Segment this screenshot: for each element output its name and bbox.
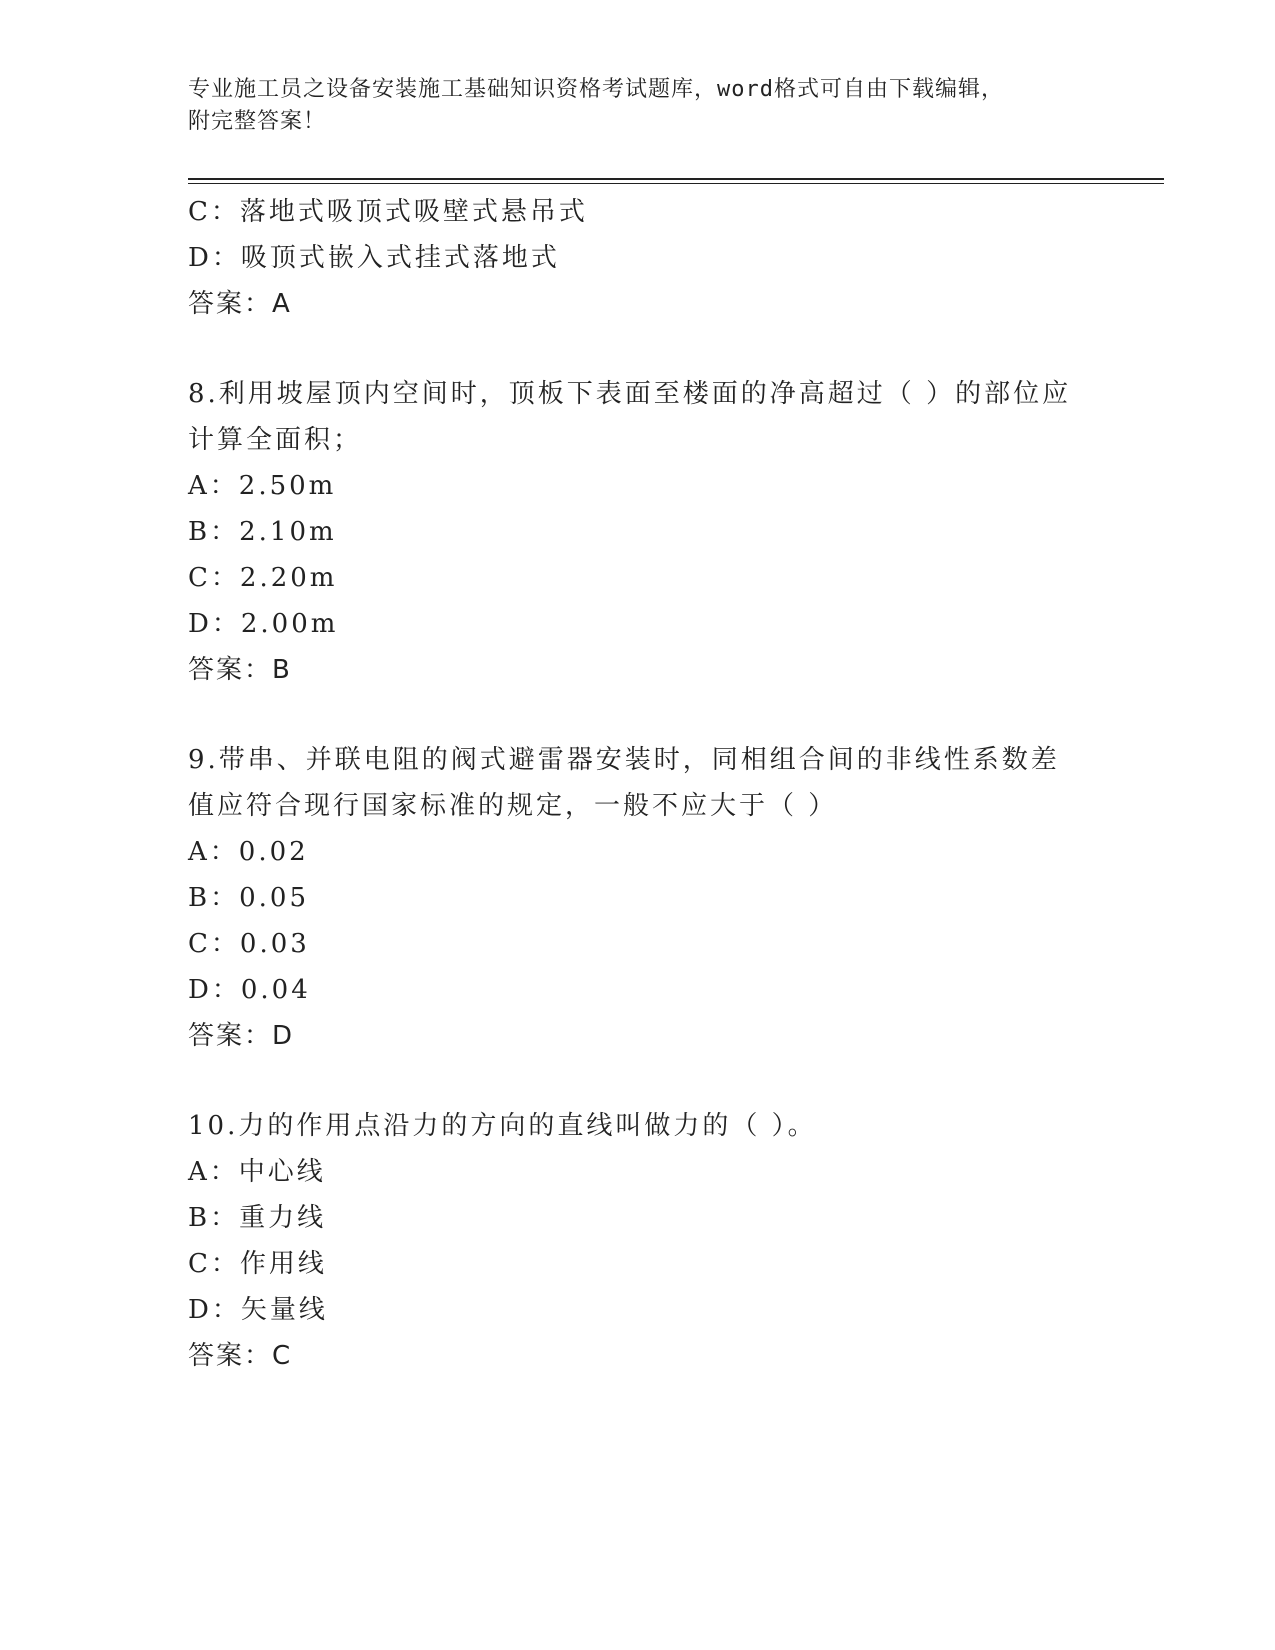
option-d [188, 1287, 1088, 1333]
question-block-prev [188, 189, 1088, 327]
option-label: D： [188, 1295, 241, 1325]
question-block-10 [188, 1103, 1088, 1379]
question-text-line-1: 9.带串、并联电阻的阀式避雷器安装时，同相组合间的非线性系数差 [188, 745, 1060, 775]
option-b [188, 509, 1088, 555]
question-text-line-1: 8.利用坡屋顶内空间时，顶板下表面至楼面的净高超过（ ）的部位应 [188, 379, 1072, 409]
option-text: 中心线 [238, 1157, 326, 1187]
option-c [188, 189, 1088, 235]
option-text: 0.04 [240, 975, 311, 1005]
question-text-line-2: 值应符合现行国家标准的规定，一般不应大于（ ） [188, 791, 838, 821]
option-text: 吸顶式嵌入式挂式落地式 [240, 243, 560, 273]
option-text: 2.50m [238, 471, 337, 501]
question-text-line-1: 10.力的作用点沿力的方向的直线叫做力的（ ）。 [188, 1111, 817, 1141]
option-label: A： [188, 837, 239, 867]
option-d [188, 967, 1088, 1013]
option-label: D： [188, 975, 241, 1005]
option-label: D： [188, 243, 241, 273]
option-text: 2.10m [239, 517, 337, 547]
option-a [188, 463, 1088, 509]
option-a [188, 829, 1088, 875]
option-label: D： [188, 609, 241, 639]
option-text: 0.03 [239, 929, 310, 959]
option-b [188, 1195, 1088, 1241]
option-label: B： [188, 517, 240, 547]
option-text: 2.20m [239, 563, 338, 593]
spacer [188, 693, 1088, 737]
question-list [188, 189, 1088, 1379]
option-text: 重力线 [239, 1203, 327, 1233]
option-label: C： [188, 197, 240, 227]
option-label: A： [188, 471, 239, 501]
option-text: 落地式吸顶式吸壁式悬吊式 [239, 197, 588, 227]
option-label: B： [188, 883, 240, 913]
option-text: 0.02 [238, 837, 309, 867]
option-a [188, 1149, 1088, 1195]
option-label: A： [188, 1157, 239, 1187]
option-text: 0.05 [239, 883, 309, 913]
option-text: 2.00m [240, 609, 339, 639]
question-block-9 [188, 737, 1088, 1059]
option-label: C： [188, 1249, 240, 1279]
option-text: 作用线 [239, 1249, 327, 1279]
option-b [188, 875, 1088, 921]
spacer [188, 327, 1088, 371]
question-text-line-2: 计算全面积； [188, 425, 363, 455]
option-c [188, 1241, 1088, 1287]
header-divider-thin [188, 183, 1164, 184]
option-label: B： [188, 1203, 240, 1233]
option-c [188, 921, 1088, 967]
answer-line: 答案：C [188, 1341, 293, 1371]
page-header [188, 74, 1068, 138]
option-c [188, 555, 1088, 601]
option-text: 矢量线 [240, 1295, 328, 1325]
answer-line: 答案：D [188, 1021, 295, 1051]
header-divider-thick [188, 178, 1164, 180]
answer-line: 答案：A [188, 289, 292, 319]
header-title-line-1: 专业施工员之设备安装施工基础知识资格考试题库，word格式可自由下载编辑， [188, 77, 1004, 102]
option-label: C： [188, 563, 240, 593]
option-d [188, 601, 1088, 647]
answer-line: 答案：B [188, 655, 292, 685]
option-label: C： [188, 929, 240, 959]
header-title-line-2: 附完整答案！ [188, 109, 327, 134]
spacer [188, 1059, 1088, 1103]
question-block-8 [188, 371, 1088, 693]
option-d [188, 235, 1088, 281]
